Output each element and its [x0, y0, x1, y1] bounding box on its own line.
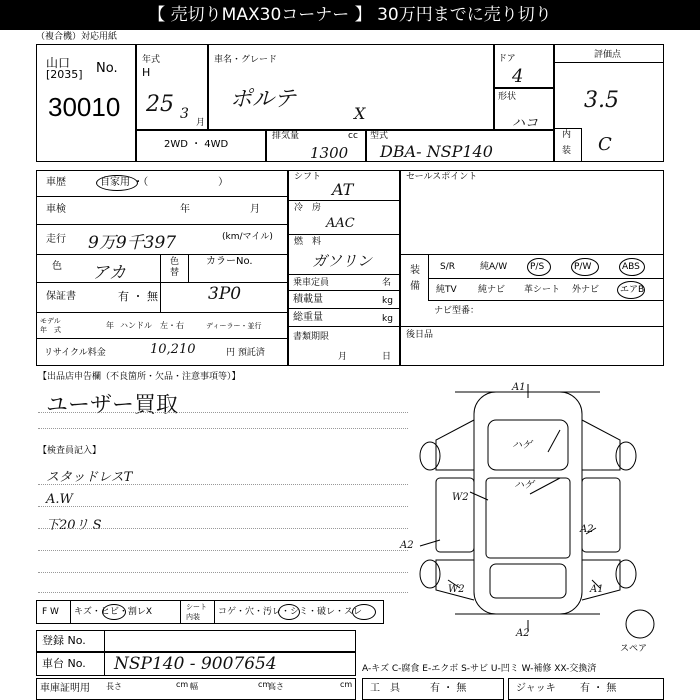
inspector-line-3: 下20リ S: [46, 518, 102, 533]
seat-label-b: 内装: [186, 613, 200, 621]
car-name-value: ポルテ: [230, 87, 297, 112]
color-change-label-b: 替: [170, 268, 180, 278]
warranty-label: 保証書: [46, 291, 76, 302]
doors-label: ドア: [498, 54, 516, 64]
garage-cert-label: 車庫証明用: [40, 683, 90, 694]
model-label: 型式: [370, 131, 389, 141]
load-unit: kg: [382, 296, 393, 306]
displacement-label: 排気量: [272, 131, 300, 141]
warranty-options: 有 ・ 無: [118, 290, 158, 303]
interior-label-top: 内: [562, 130, 572, 140]
corner-banner: 【 売切りMAX30コーナー 】 30万円までに売り切り: [0, 0, 700, 30]
equipment-label-b: 備: [410, 281, 420, 292]
equip-ps: P/S: [530, 262, 545, 272]
spare-label: スペア: [620, 644, 648, 654]
interior-value: C: [598, 134, 612, 155]
inspection-year-unit: 年: [180, 204, 190, 215]
equip-airbag: エアB: [620, 285, 645, 295]
year-month: 3: [180, 106, 189, 122]
shape-value: ハコ: [512, 116, 539, 131]
shift-value: AT: [332, 180, 354, 199]
rating-value: 3.5: [584, 88, 619, 113]
tools-label: 工 具: [370, 683, 400, 694]
diagram-mark-8: A1: [590, 584, 604, 595]
chassis-value: NSP140 - 9007654: [114, 654, 277, 674]
cert-width-unit: cm: [258, 680, 271, 689]
damage-scuff-circle: [352, 604, 376, 620]
seat-label-a: シート: [186, 603, 207, 611]
car-grade: X: [354, 104, 366, 123]
notes-label: 後日品: [406, 330, 434, 340]
equip-leather: 革シート: [524, 285, 561, 295]
doors-value: 4: [512, 66, 524, 87]
history-options: 自家用 ・（ ）: [100, 177, 229, 188]
damage-items: キズ・ヒビ・割レX: [74, 607, 152, 617]
equip-navi: 純ナビ: [478, 285, 506, 295]
chassis-label: 車台 No.: [42, 657, 86, 670]
lot-region: 山口: [46, 56, 71, 70]
color-value: アカ: [92, 263, 126, 283]
exhibitor-label: 【出品店申告欄（不良箇所・欠品・注意事項等）】: [38, 372, 241, 382]
registration-label: 登録 No.: [42, 634, 86, 647]
shift-label: シフト: [294, 172, 322, 182]
doc-deadline-month: 月: [338, 352, 348, 362]
rating-label: 評価点: [594, 50, 622, 60]
model-year-unit: 年: [106, 321, 114, 330]
tools-options: 有 ・ 無: [430, 683, 467, 694]
diagram-mark-1: A1: [512, 382, 526, 393]
color-no-label: カラーNo.: [206, 256, 253, 267]
jack-label: ジャッキ: [516, 683, 556, 694]
year-month-unit: 月: [196, 118, 206, 128]
mileage-value: 9万9千397: [88, 233, 177, 253]
damage-legend: A-キズ C-腐食 E-エクボ S-サビ U-凹ミ W-補修 XX-交換済: [362, 664, 597, 674]
exhibitor-text: ユーザー買取: [46, 393, 179, 418]
damage-fw: F W: [42, 607, 59, 617]
recycle-value: 10,210: [150, 342, 196, 357]
aircon-label: 冷 房: [294, 203, 322, 213]
fuel-value: ガソリン: [312, 252, 373, 270]
inspection-month-unit: 月: [250, 204, 260, 215]
diagram-mark-4: W2: [452, 492, 469, 503]
color-label: 色: [52, 261, 62, 272]
diagram-mark-2: ハゲ: [512, 440, 532, 451]
diagram-mark-9: A2: [516, 628, 530, 639]
cert-width: 幅: [190, 682, 198, 691]
inspector-line-1: スタッドレスT: [46, 470, 133, 485]
equip-tv: 純TV: [436, 285, 457, 295]
load-label: 積載量: [293, 294, 323, 305]
navi-model-label: ナビ型番：: [434, 306, 480, 316]
year-value: 25: [146, 92, 174, 117]
cert-length-unit: cm: [176, 680, 189, 689]
inspection-label: 車検: [46, 204, 66, 215]
jack-options: 有 ・ 無: [580, 683, 617, 694]
doc-deadline-day: 日: [382, 352, 392, 362]
damage-stain-circle: [278, 604, 300, 620]
equip-abs: ABS: [622, 262, 640, 272]
handle-options: ハンドル 左・右: [120, 321, 184, 330]
model-value: DBA- NSP140: [380, 142, 493, 161]
year-era: H: [142, 66, 151, 79]
interior-label-bottom: 装: [562, 146, 572, 156]
car-name-label: 車名・グレード: [214, 55, 278, 65]
weight-label: 総重量: [293, 312, 323, 323]
cert-length: 長さ: [106, 682, 122, 691]
lot-code: [2035]: [46, 68, 83, 81]
shape-label: 形状: [498, 92, 517, 102]
inspector-line-2: A.W: [46, 492, 73, 507]
lot-number: 30010: [48, 92, 121, 122]
equipment-label-a: 装: [410, 265, 420, 276]
lot-no-label: No.: [96, 61, 118, 76]
equip-pw: P/W: [574, 262, 592, 272]
aircon-value: AAC: [326, 216, 355, 231]
mileage-unit: (km/マイル): [222, 232, 273, 242]
model-year-label-b: 年 式: [40, 326, 61, 334]
diagram-mark-6: A2: [400, 540, 414, 551]
inspector-label: 【検査員記入】: [38, 446, 102, 456]
history-label: 車歴: [46, 177, 66, 188]
diagram-mark-7: W2: [448, 584, 465, 595]
cert-height-unit: cm: [340, 680, 353, 689]
displacement-unit: cc: [348, 131, 358, 141]
weight-unit: kg: [382, 314, 393, 324]
capacity-label: 乗車定員: [293, 278, 330, 288]
color-no-value: 3P0: [208, 284, 242, 304]
equip-ext-navi: 外ナビ: [572, 285, 600, 295]
paper-note: （複合機）対応用紙: [36, 32, 118, 42]
recycle-label: リサイクル料金: [44, 348, 106, 358]
damage-crack-circle: [102, 604, 126, 620]
diagram-mark-5: A2: [580, 524, 594, 535]
fuel-label: 燃 料: [294, 237, 322, 247]
year-label: 年式: [142, 55, 161, 65]
recycle-unit: 円 預託済: [226, 348, 265, 358]
dealer-options: ディーラー・並行: [206, 322, 262, 330]
diagram-mark-3: ハゲ: [514, 480, 534, 491]
model-year-label-a: モデル: [40, 317, 61, 325]
capacity-unit: 名: [382, 278, 392, 288]
cert-height: 高さ: [268, 682, 284, 691]
mileage-label: 走行: [46, 234, 66, 245]
doc-deadline-label: 書類期限: [293, 332, 330, 342]
drive-label: 2WD ・ 4WD: [164, 139, 229, 150]
displacement-value: 1300: [310, 144, 349, 162]
color-change-label-a: 色: [170, 257, 180, 267]
equip-sr: S/R: [440, 262, 455, 272]
sales-point-label: セールスポイント: [406, 172, 478, 182]
damage-items-2: コゲ・穴・汚レ・シミ・破レ・スレ: [218, 607, 363, 617]
equip-aw: 純A/W: [480, 262, 508, 272]
